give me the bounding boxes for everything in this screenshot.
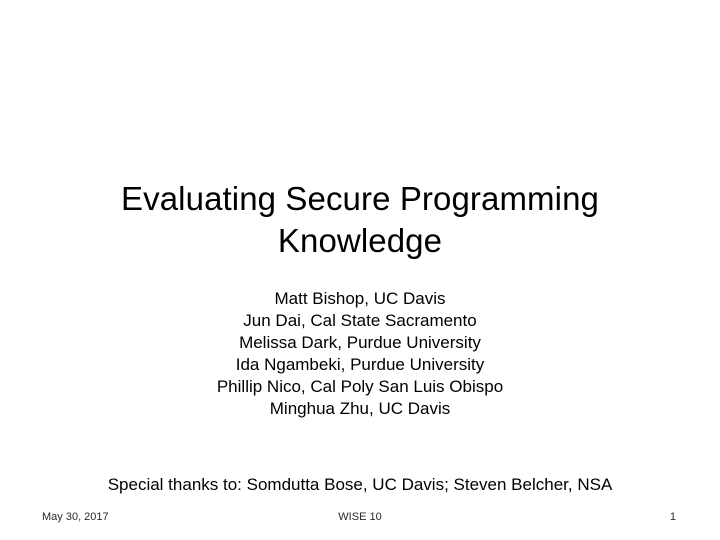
author-line: Phillip Nico, Cal Poly San Luis Obispo [216,377,504,396]
authors-list [40,288,680,420]
footer-date: May 30, 2017 [42,511,109,523]
page-title: Evaluating Secure Programming Knowledge [121,180,599,260]
author-line: Minghua Zhu, UC Davis [269,399,451,418]
author-line: Jun Dai, Cal State Sacramento [243,311,477,330]
acknowledgement-block [40,474,680,496]
author-line: Ida Ngambeki, Purdue University [235,355,485,374]
acknowledgement-text: Special thanks to: Somdutta Bose, UC Davis; Steven Belcher, NSA [107,475,613,494]
footer-event-name: WISE 10 [338,511,382,523]
title-block [40,178,680,262]
author-line: Matt Bishop, UC Davis [274,289,446,308]
slide-footer [0,511,720,527]
footer-page-number: 1 [669,511,676,523]
author-line: Melissa Dark, Purdue University [239,333,481,352]
